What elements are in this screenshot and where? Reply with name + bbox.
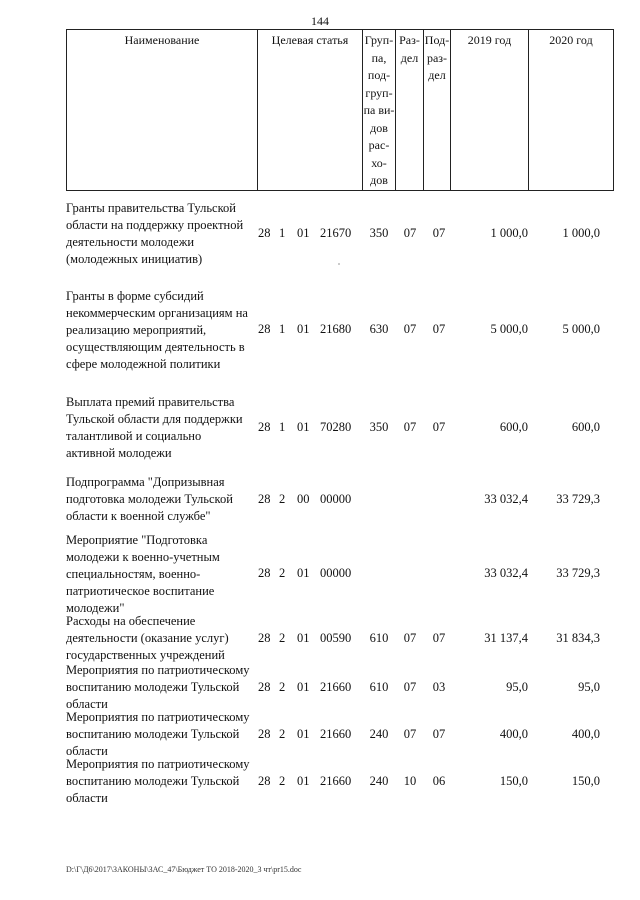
row-2019: 33 032,4 <box>484 492 528 506</box>
header-group-line: дов <box>370 173 388 187</box>
row-name: Мероприятия по патриотическому воспитанию молодежи Тульской области <box>66 663 250 711</box>
row-code-3: 01 <box>297 680 310 694</box>
row-razdel: 07 <box>403 680 417 694</box>
row-podrazdel: 07 <box>432 420 446 434</box>
header-podrazdel-line: Под- <box>424 33 450 47</box>
row-2019: 33 032,4 <box>484 566 528 580</box>
page-number: 144 <box>311 14 329 28</box>
scan-speck <box>338 263 340 265</box>
footer-file-path: D:\Г\Д6\2017\ЗАКОНЫ\ЗАС_47\Бюджет ТО 2018-2020_3 чт\pr15.doc <box>66 865 302 874</box>
header-razdel-line: Раз- <box>399 33 420 47</box>
header-podrazdel <box>424 30 451 190</box>
row-group: 350 <box>369 226 389 240</box>
row-razdel: 07 <box>403 631 417 645</box>
row-code-4: 70280 <box>320 420 352 434</box>
row-2019: 400,0 <box>499 727 528 741</box>
row-code-2: 2 <box>279 566 286 580</box>
row-2019: 5 000,0 <box>490 322 528 336</box>
row-razdel: 07 <box>403 322 417 336</box>
row-code-3: 01 <box>297 226 310 240</box>
row-2019: 150,0 <box>499 774 528 788</box>
row-code-1: 28 <box>258 631 271 645</box>
header-year-2019: 2019 год <box>451 30 529 190</box>
row-code-4: 00000 <box>320 492 352 506</box>
header-podrazdel-line: дел <box>428 68 446 82</box>
header-razdel-line: дел <box>400 50 419 65</box>
row-2019: 1 000,0 <box>490 226 528 240</box>
row-code-3: 01 <box>297 420 310 434</box>
row-2020: 33 729,3 <box>556 492 600 506</box>
row-code-4: 21680 <box>320 322 352 336</box>
row-name: Мероприятия по патриотическому воспитанию молодежи Тульской области <box>66 757 250 805</box>
header-year-2020: 2020 год <box>549 33 593 47</box>
header-group-line: груп- <box>365 85 393 100</box>
row-code-2: 2 <box>279 774 286 788</box>
header-group-line: рас- <box>368 138 390 152</box>
row-code-3: 01 <box>297 727 310 741</box>
row-name: Подпрограмма "Допризывная подготовка молодежи Тульской области к военной службе" <box>66 475 233 523</box>
row-code-1: 28 <box>258 727 271 741</box>
row-code-3: 01 <box>297 631 310 645</box>
row-2019: 600,0 <box>499 420 528 434</box>
header-group <box>363 30 396 190</box>
row-podrazdel: 07 <box>432 727 446 741</box>
row-group: 240 <box>369 774 389 788</box>
header-target: Целевая статья <box>258 30 363 190</box>
row-group: 610 <box>369 680 389 694</box>
row-group: 240 <box>369 727 389 741</box>
row-2020: 150,0 <box>571 774 600 788</box>
row-podrazdel: 07 <box>432 631 446 645</box>
row-2020: 1 000,0 <box>562 226 600 240</box>
row-name: Выплата премий правительства Тульской области для поддержки талантливой и социально активной молодежи <box>66 395 243 460</box>
row-code-2: 1 <box>279 226 286 240</box>
row-code-1: 28 <box>258 226 271 240</box>
header-razdel <box>396 30 424 190</box>
row-code-1: 28 <box>258 322 271 336</box>
row-razdel: 07 <box>403 226 417 240</box>
row-code-4: 21660 <box>320 680 352 694</box>
row-code-2: 2 <box>279 492 286 506</box>
header-group-line: па, <box>371 50 387 65</box>
row-code-4: 00000 <box>320 566 352 580</box>
header-group-line: дов <box>370 120 388 135</box>
row-podrazdel: 07 <box>432 322 446 336</box>
header-group-line: Груп- <box>364 33 394 47</box>
row-2020: 33 729,3 <box>556 566 600 580</box>
row-podrazdel: 06 <box>432 774 446 788</box>
row-name: Мероприятия по патриотическому воспитанию молодежи Тульской области <box>66 710 250 758</box>
row-podrazdel: 07 <box>432 226 446 240</box>
row-razdel: 07 <box>403 420 417 434</box>
row-group: 350 <box>369 420 389 434</box>
row-code-2: 2 <box>279 680 286 694</box>
row-group: 630 <box>369 322 389 336</box>
header-group-line: под- <box>367 68 391 82</box>
row-code-1: 28 <box>258 420 271 434</box>
header-name: Наименование <box>67 30 258 190</box>
row-2019: 95,0 <box>506 680 528 694</box>
row-podrazdel: 03 <box>432 680 446 694</box>
row-code-1: 28 <box>258 492 271 506</box>
row-2020: 31 834,3 <box>556 631 600 645</box>
row-code-2: 1 <box>279 420 286 434</box>
row-name: Гранты в форме субсидий некоммерческим организациям на реализацию мероприятий, осуществляющим деятельность в сфере молодежной политики <box>66 289 248 371</box>
row-2020: 600,0 <box>571 420 600 434</box>
row-code-2: 1 <box>279 322 286 336</box>
row-code-1: 28 <box>258 774 271 788</box>
row-code-3: 01 <box>297 774 310 788</box>
row-group: 610 <box>369 631 389 645</box>
row-code-4: 21660 <box>320 727 352 741</box>
header-podrazdel-line: раз- <box>426 50 448 65</box>
row-code-3: 01 <box>297 566 310 580</box>
row-name: Гранты правительства Тульской области на поддержку проектной деятельности молодежи (молодежных инициатив) <box>66 201 244 266</box>
row-2020: 400,0 <box>571 727 600 741</box>
row-2020: 5 000,0 <box>562 322 600 336</box>
row-code-2: 2 <box>279 631 286 645</box>
row-name: Расходы на обеспечение деятельности (оказание услуг) государственных учреждений <box>66 614 229 662</box>
header-group-line: хо- <box>371 155 387 170</box>
row-code-4: 21670 <box>320 226 352 240</box>
row-code-2: 2 <box>279 727 286 741</box>
row-name: Мероприятие "Подготовка молодежи к военно-учетным специальностям, военно-патриотическое воспитание молодежи" <box>66 533 220 615</box>
row-2019: 31 137,4 <box>484 631 528 645</box>
row-code-3: 01 <box>297 322 310 336</box>
row-razdel: 07 <box>403 727 417 741</box>
row-code-1: 28 <box>258 566 271 580</box>
row-code-4: 00590 <box>320 631 352 645</box>
row-2020: 95,0 <box>578 680 600 694</box>
row-razdel: 10 <box>403 774 417 788</box>
row-code-1: 28 <box>258 680 271 694</box>
row-code-4: 21660 <box>320 774 352 788</box>
row-code-3: 00 <box>297 492 310 506</box>
table-header <box>66 29 614 191</box>
header-group-line: па ви- <box>363 103 395 117</box>
